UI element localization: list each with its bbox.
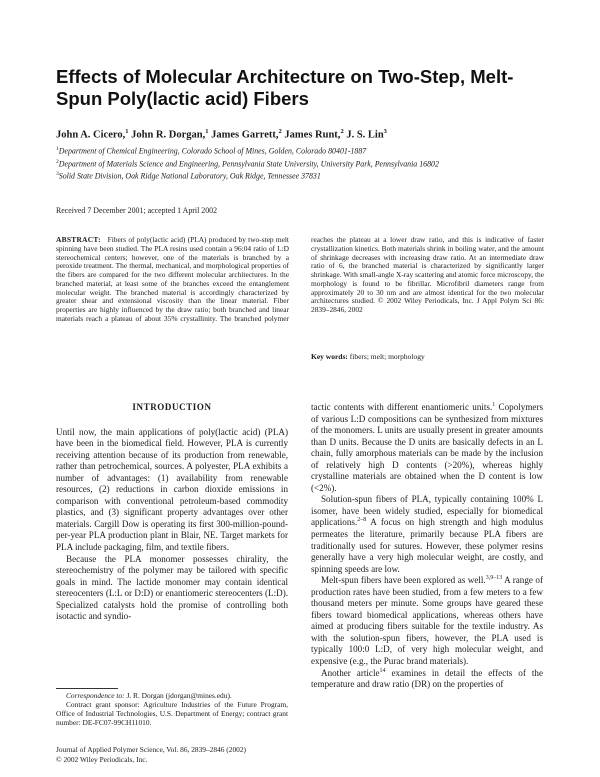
section-heading: INTRODUCTION xyxy=(132,402,212,412)
author: James Runt, xyxy=(284,129,341,141)
paragraph-text: Solution-spun fibers of PLA, typically containing 100% L isomer, have been widely studied, especially for biomedical applications. xyxy=(311,494,543,528)
received-date: Received 7 December 2001; accepted 1 April 2002 xyxy=(56,206,218,215)
body-column-right xyxy=(311,402,543,691)
correspondence-note xyxy=(56,691,288,700)
grant-note: Contract grant sponsor: Agriculture Industries of the Future Program, Office of Industrial Technologies, U.S. Department of Energy; contract grant number: DE-FC07-99CH11010. xyxy=(56,700,288,727)
citation-ref: 2–8 xyxy=(357,517,367,524)
author: J. S. Lin xyxy=(346,129,384,141)
author-list xyxy=(56,128,556,141)
author-affiliation-mark: 3 xyxy=(383,128,387,135)
keywords-label: Key words: xyxy=(311,352,348,361)
author-affiliation-mark: 2 xyxy=(340,128,344,135)
body-column-left xyxy=(56,402,288,623)
paragraph-text: Copolymers of various L:D compositions can be synthesized from mixtures of the monomers. L units are usually present in greater amounts than D units. Because the D units are basically defects in an L chain, fully amorphous materials can be made by the inclusion of relatively high D contents (>20%), whereas highly crystalline materials are obtained when the D content is low (<2%). xyxy=(311,402,544,493)
footnotes xyxy=(56,691,288,727)
keywords-text: fibers; melt; morphology xyxy=(349,352,425,361)
abstract xyxy=(56,236,544,350)
affiliation xyxy=(56,169,556,182)
affiliation-list xyxy=(56,144,556,182)
author-affiliation-mark: 1 xyxy=(125,128,129,135)
citation-ref: 3,9–13 xyxy=(485,575,503,582)
abstract-label: ABSTRACT: xyxy=(56,235,101,244)
body-paragraph: Because the PLA monomer possesses chirality, the stereochemistry of the polymer may be tailored with specific goals in mind. The lactide monomer may contain identical stereocenters (L:L or D:D) or enantiomeric stereocenters (L:D). Specialized catalysts hold the promise of controlling both isotactic and syndio- xyxy=(56,553,288,622)
body-paragraph xyxy=(311,575,543,667)
author-affiliation-mark: 1 xyxy=(205,128,209,135)
author: John A. Cicero, xyxy=(56,129,126,141)
journal-copyright: © 2002 Wiley Periodicals, Inc. xyxy=(56,754,148,764)
correspondence-label: Correspondence to: xyxy=(66,691,125,700)
correspondence-text: J. R. Dorgan (jdorgan@mines.edu). xyxy=(124,691,232,700)
affiliation-text: Department of Chemical Engineering, Colorado School of Mines, Golden, Colorado 80401-1887 xyxy=(58,146,367,156)
citation-ref: 14 xyxy=(379,667,386,674)
body-paragraph: Until now, the main applications of poly(lactic acid) (PLA) have been in the biomedical field. However, PLA is currently receiving attention because of its production from renewable, rather than petrochemical, sources. A polyester, PLA exhibits a number of advantages: (1) availability from renewable resources, (2) reductions in carbon dioxide emissions in comparison with conventional petroleum-based commodity plastics, and (3) significant property advantages over other materials. Cargill Dow is operating its first 300-million-pound-per-year PLA production plant in Blair, NE. Target markets for PLA include packaging, film, and textile fibers. xyxy=(56,426,288,553)
journal-info xyxy=(56,745,288,764)
affiliation-number: 1 xyxy=(56,146,59,152)
paragraph-text: tactic contents with different enantiomeric units. xyxy=(311,402,493,412)
paragraph-text: Melt-spun fibers have been explored as well. xyxy=(321,575,486,586)
body-paragraph xyxy=(311,494,543,575)
author-affiliation-mark: 2 xyxy=(278,128,282,135)
article-title: Effects of Molecular Architecture on Two-Step, Melt-Spun Poly(lactic acid) Fibers xyxy=(56,66,514,109)
affiliation-number: 3 xyxy=(56,171,59,178)
paragraph-text: A focus on high strength and high modulus permeates the literature, primarily because PLA fibers are traditionally used for sutures. However, these polymer resins generally have a very high molecular weight, are costly, and spinning speeds are low. xyxy=(311,517,543,574)
affiliation-text: Solid State Division, Oak Ridge National Laboratory, Oak Ridge, Tennessee 37831 xyxy=(58,171,321,181)
abstract-copyright: © 2002 Wiley Periodicals, Inc. J Appl Polym Sci 86: 2839–2846, 2002 xyxy=(311,296,544,314)
paragraph-text: examines in detail the effects of the temperature and draw ratio (DR) on the properties of xyxy=(311,667,543,690)
affiliation xyxy=(56,144,556,157)
body-paragraph xyxy=(311,402,543,494)
citation-ref: 1 xyxy=(492,401,496,408)
paragraph-text: Another article xyxy=(321,667,380,678)
affiliation-text: Department of Materials Science and Engineering, Pennsylvania State University, University Park, Pennsylvania 16802 xyxy=(58,159,439,169)
author: John R. Dorgan, xyxy=(131,129,206,141)
paragraph-text: A range of production rates have been studied, from a few meters to a few thousand meters per minute. Some groups have geared these fibers toward biomedical applications, whereas others have aimed at producing fibers suitable for the textile industry. As with the solution-spun fibers, however, the PLA used is typically 100:0 L:D, of very high molecular weight, and expensive (e.g., the Purac brand materials). xyxy=(311,575,543,667)
affiliation-number: 2 xyxy=(56,158,59,165)
affiliation xyxy=(56,157,556,170)
footnote-divider xyxy=(56,688,118,689)
abstract-text: Fibers of poly(lactic acid) (PLA) produced by two-step melt spinning have been studied. The PLA resins used contain a 96:04 ratio of L:D stereochemical centers; however, one of the materials is branched by a peroxide treatment. The thermal, mechanical, and morphological properties of the fibers are compared for the two different molecular architectures. In the branched material, at least some of the branches exceed the entanglement molecular weight. The branched material is accordingly characterized by greater shear and extensional viscosity than the linear material. Fiber properties are highly influenced by the draw ratio; both branched and linear materials reach a plateau of about 35% crystallinity. The branched polymer reaches the plateau at a lower draw ratio, and this is indicative of faster crystallization kinetics. Both materials shrink in boiling water, and the amount of shrinkage decreases with increasing draw ratio. At an intermediate draw ratio of 6, the branched material is characterized by significantly larger shrinkage. With small-angle X-ray scattering and atomic force microscopy, the morphology is found to be fibrillar. Microfibril diameters range from approximately 20 to 30 nm and are almost identical for the two molecular architectures studied. xyxy=(56,235,544,323)
author: James Garrett, xyxy=(211,129,279,141)
journal-citation: Journal of Applied Polymer Science, Vol. 86, 2839–2846 (2002) xyxy=(56,745,247,754)
body-paragraph xyxy=(311,668,543,691)
keywords xyxy=(311,352,551,361)
